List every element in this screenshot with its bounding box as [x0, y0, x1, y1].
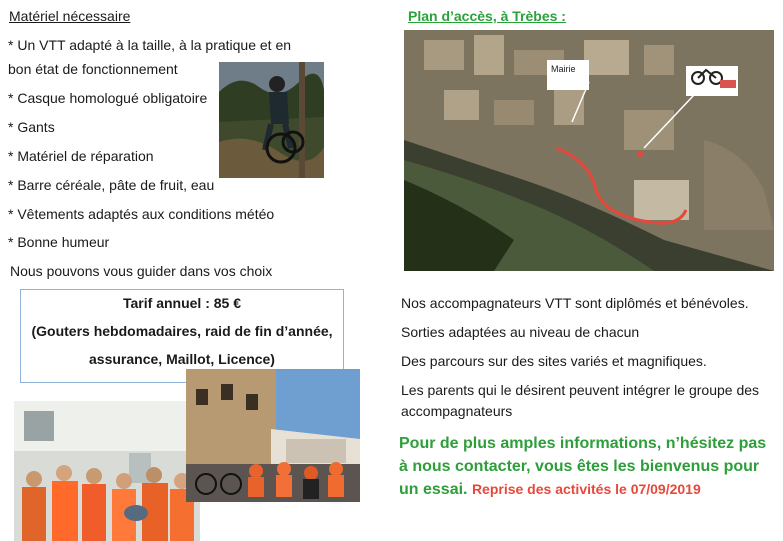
contact-message	[399, 432, 779, 501]
mountain-biker-photo	[219, 62, 324, 178]
price-details-2: assurance, Maillot, Licence)	[89, 351, 275, 367]
group-photo	[14, 401, 200, 541]
info-line: Sorties adaptées au niveau de chacun	[401, 324, 640, 340]
equipment-item: * Matériel de réparation	[8, 148, 154, 164]
equipment-item: * Vêtements adaptés aux conditions météo	[8, 206, 275, 222]
info-line: Des parcours sur des sites variés et magnifiques.	[401, 353, 707, 369]
equipment-item: * Un VTT adapté à la taille, à la pratique et en	[8, 37, 292, 53]
map-title: Plan d’accès, à Trèbes :	[408, 8, 566, 24]
price-details: (Gouters hebdomadaires, raid de fin d’année,	[31, 323, 333, 339]
equipment-item: * Barre céréale, pâte de fruit, eau	[8, 177, 215, 193]
reprise-date: Reprise des activités le 07/09/2019	[471, 481, 701, 497]
info-line: accompagnateurs	[401, 403, 513, 419]
contact-text: Pour de plus amples informations, n’hésitez pas à nous contacter, vous êtes les bienvenus pour un essai.	[399, 435, 767, 498]
info-line: Nos accompagnateurs VTT sont diplômés et bénévoles.	[401, 295, 749, 311]
riders-photo	[186, 369, 360, 502]
equipment-item: * Gants	[8, 119, 55, 135]
equipment-item: * Casque homologué obligatoire	[8, 90, 208, 106]
equipment-title: Matériel nécessaire	[9, 8, 131, 24]
guide-text: Nous pouvons vous guider dans vos choix	[10, 263, 273, 279]
equipment-item: * Bonne humeur	[8, 234, 110, 250]
mairie-label: Mairie	[547, 60, 589, 90]
info-line: Les parents qui le désirent peuvent intégrer le groupe des	[401, 382, 760, 398]
club-logo	[686, 66, 738, 96]
equipment-item: bon état de fonctionnement	[8, 61, 178, 77]
price-line: Tarif annuel : 85 €	[123, 295, 241, 311]
